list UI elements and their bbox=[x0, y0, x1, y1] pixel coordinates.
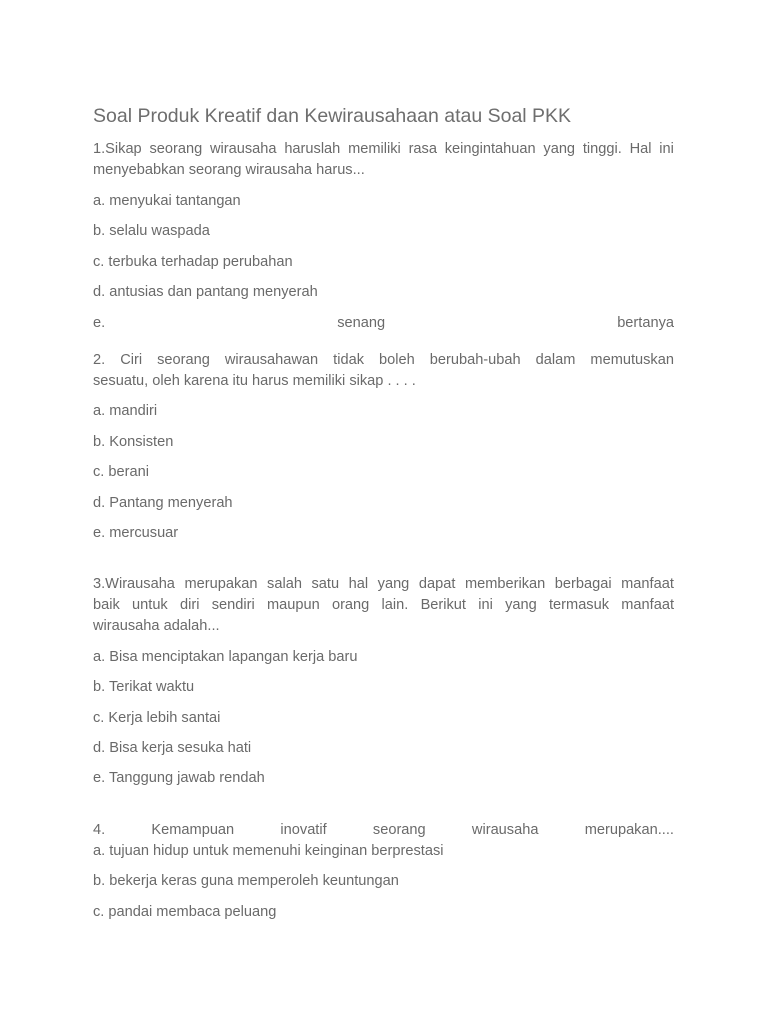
word: seorang bbox=[149, 141, 203, 157]
word: Berikut bbox=[420, 597, 466, 613]
word: keingintahuan bbox=[444, 141, 536, 157]
word: memberikan bbox=[464, 576, 546, 592]
word: lain. bbox=[381, 597, 409, 613]
question-2-text-line-1 bbox=[93, 350, 674, 371]
question-1-option-d: d. antusias dan pantang menyerah bbox=[93, 284, 318, 300]
word: memutuskan bbox=[590, 352, 674, 368]
word: merupakan bbox=[184, 576, 258, 592]
word: tidak bbox=[333, 352, 364, 368]
word: maupun bbox=[266, 597, 320, 613]
word: bertanya bbox=[617, 315, 674, 331]
question-1-option-c: c. terbuka terhadap perubahan bbox=[93, 254, 293, 270]
question-3-text-line-1 bbox=[93, 574, 674, 595]
question-4-option-a: a. tujuan hidup untuk memenuhi keinginan berprestasi bbox=[93, 843, 444, 859]
question-1-option-e bbox=[93, 313, 674, 334]
word: wirausahawan bbox=[224, 352, 319, 368]
word: manfaat bbox=[621, 576, 674, 592]
word: berbagai bbox=[554, 576, 612, 592]
question-4-text-line-1 bbox=[93, 820, 674, 841]
word: e. bbox=[93, 315, 106, 331]
question-2-option-b: b. Konsisten bbox=[93, 434, 174, 450]
word: ini bbox=[478, 597, 493, 613]
word: tinggi. bbox=[582, 141, 622, 157]
word: inovatif bbox=[280, 822, 327, 838]
word: baik bbox=[93, 597, 120, 613]
question-2-option-e: e. mercusuar bbox=[93, 525, 179, 541]
word: 4. bbox=[93, 822, 106, 838]
word: salah bbox=[267, 576, 302, 592]
word: Kemampuan bbox=[151, 822, 235, 838]
word: Ciri bbox=[120, 352, 143, 368]
word: sendiri bbox=[211, 597, 255, 613]
word: untuk bbox=[132, 597, 168, 613]
question-1-option-b: b. selalu waspada bbox=[93, 223, 210, 239]
question-2-text-line-2: sesuatu, oleh karena itu harus memiliki sikap . . . . bbox=[93, 373, 416, 389]
word: 2. bbox=[93, 352, 106, 368]
word: berubah-ubah bbox=[429, 352, 521, 368]
question-3-option-a: a. Bisa menciptakan lapangan kerja baru bbox=[93, 649, 358, 665]
word: yang bbox=[543, 141, 576, 157]
word: boleh bbox=[379, 352, 415, 368]
question-3-text-line-2 bbox=[93, 595, 674, 616]
word: seorang bbox=[157, 352, 210, 368]
word: 3.Wirausaha bbox=[93, 576, 175, 592]
question-2-option-c: c. berani bbox=[93, 464, 149, 480]
word: satu bbox=[311, 576, 340, 592]
question-4-option-b: b. bekerja keras guna memperoleh keuntungan bbox=[93, 873, 399, 889]
word: termasuk bbox=[549, 597, 610, 613]
word: 1.Sikap bbox=[93, 141, 142, 157]
question-3-option-c: c. Kerja lebih santai bbox=[93, 710, 221, 726]
question-2-option-a: a. mandiri bbox=[93, 403, 158, 419]
word: haruslah bbox=[284, 141, 341, 157]
word: dalam bbox=[535, 352, 576, 368]
word: diri bbox=[179, 597, 200, 613]
word: Hal bbox=[629, 141, 652, 157]
word: dapat bbox=[418, 576, 456, 592]
word: seorang bbox=[372, 822, 426, 838]
question-1-option-a: a. menyukai tantangan bbox=[93, 193, 241, 209]
word: wirausaha bbox=[210, 141, 277, 157]
question-3-text-line-3: wirausaha adalah... bbox=[93, 618, 220, 634]
question-3-option-d: d. Bisa kerja sesuka hati bbox=[93, 740, 252, 756]
question-3-option-e: e. Tanggung jawab rendah bbox=[93, 770, 265, 786]
word: wirausaha bbox=[471, 822, 539, 838]
question-2-option-d: d. Pantang menyerah bbox=[93, 495, 233, 511]
question-3-option-b: b. Terikat waktu bbox=[93, 679, 195, 695]
page-title: Soal Produk Kreatif dan Kewirausahaan atau Soal PKK bbox=[93, 105, 572, 127]
question-1-text-line-2: menyebabkan seorang wirausaha harus... bbox=[93, 162, 365, 178]
word: senang bbox=[337, 315, 386, 331]
word: memiliki bbox=[348, 141, 401, 157]
word: orang bbox=[331, 597, 370, 613]
word: rasa bbox=[408, 141, 437, 157]
word: merupakan.... bbox=[584, 822, 674, 838]
word: ini bbox=[659, 141, 674, 157]
word: yang bbox=[377, 576, 410, 592]
word: yang bbox=[505, 597, 537, 613]
question-4-option-c: c. pandai membaca peluang bbox=[93, 904, 277, 920]
word: manfaat bbox=[621, 597, 674, 613]
question-1-text-line-1 bbox=[93, 139, 674, 160]
word: hal bbox=[348, 576, 369, 592]
